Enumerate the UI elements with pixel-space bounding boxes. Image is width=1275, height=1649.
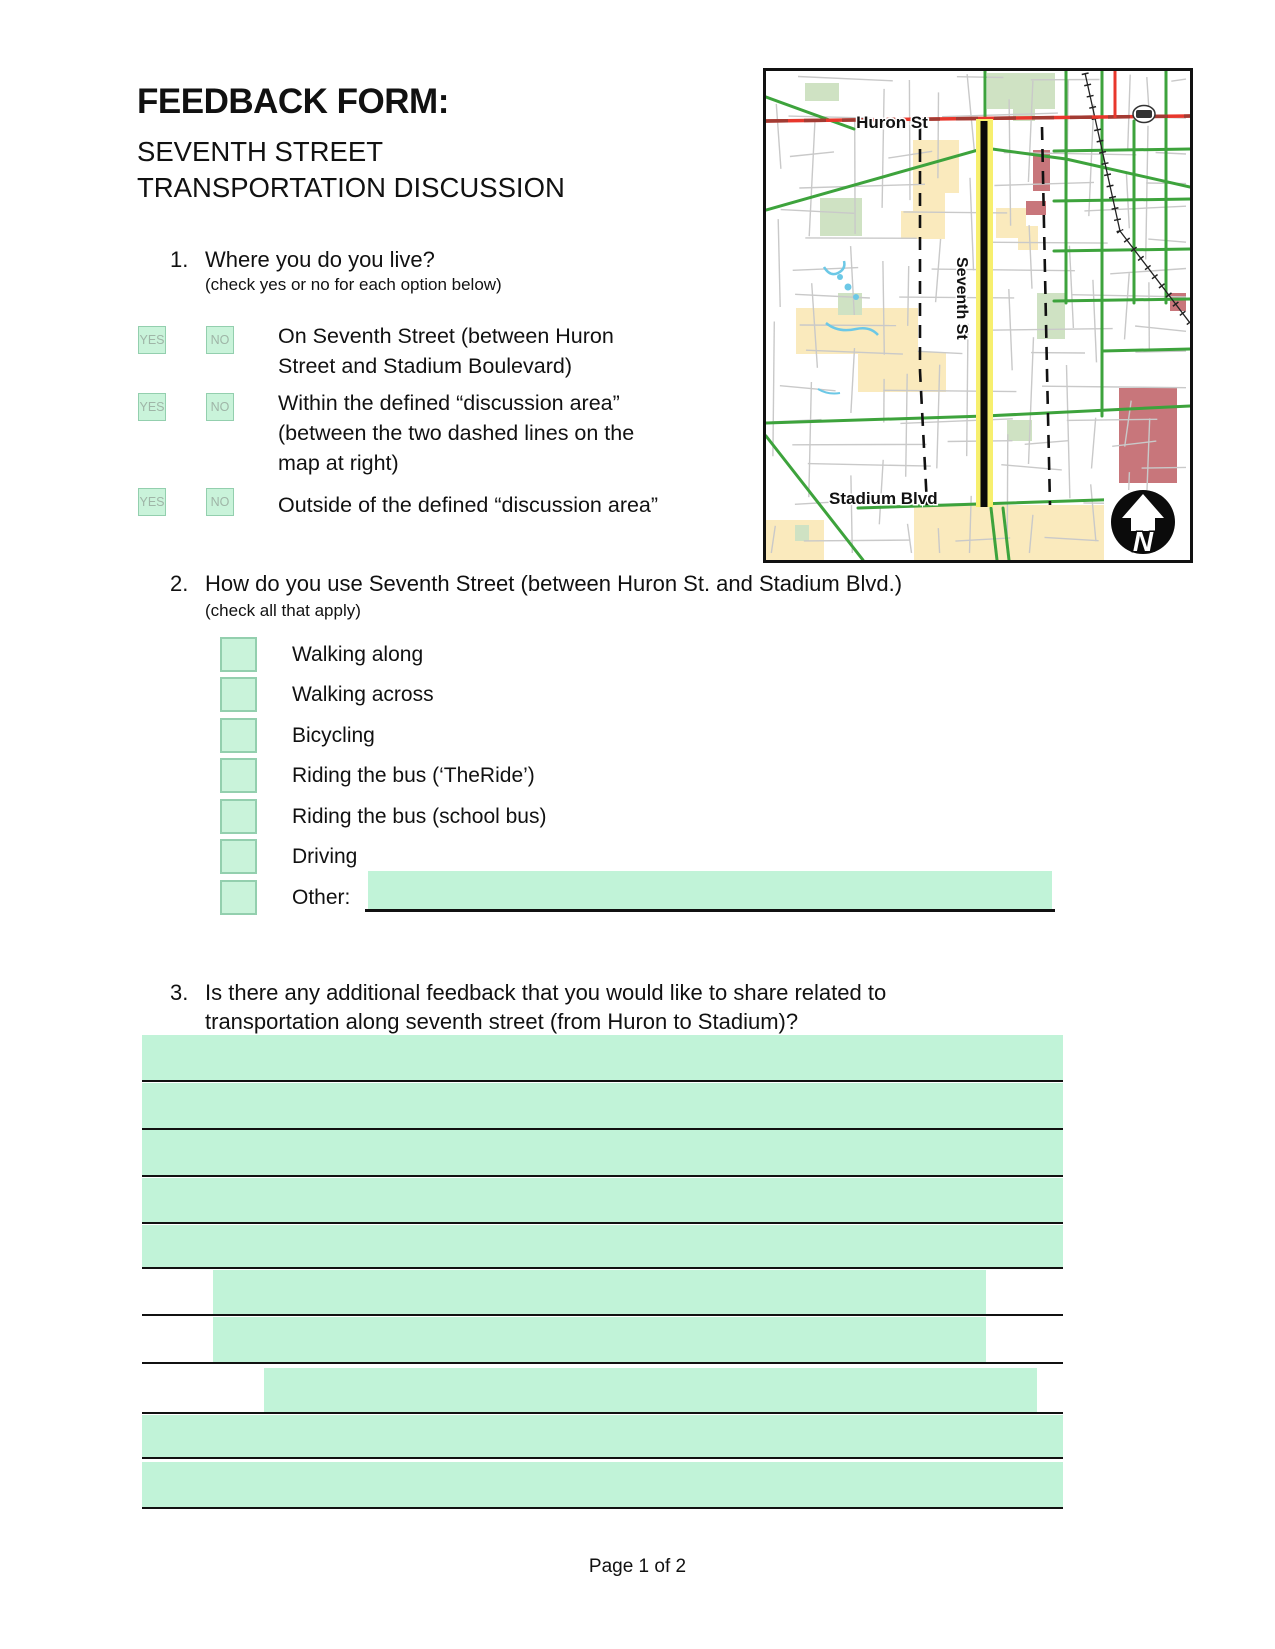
map-label-stadium: Stadium Blvd	[829, 489, 938, 508]
q2-driving-label: Driving	[292, 844, 358, 868]
response-line-highlight[interactable]	[264, 1368, 1037, 1412]
q2-row-bicycling	[220, 718, 375, 753]
map-label-huron: Huron St	[856, 113, 928, 132]
q2-bicycling-label: Bicycling	[292, 723, 375, 747]
q2-walking-across-label: Walking across	[292, 682, 434, 706]
q2-row-driving	[220, 839, 357, 874]
highway-shield-icon	[1133, 106, 1155, 123]
q2-riding-school-bus-checkbox[interactable]	[220, 799, 257, 834]
q2-row-other	[220, 880, 350, 915]
q1-option2-label: Within the defined “discussion area” (between the two dashed lines on the map at right)	[278, 391, 635, 475]
q2-walking-along-checkbox[interactable]	[220, 637, 257, 672]
q1-option2-no-checkbox[interactable]: NO	[206, 393, 234, 421]
response-line-rule	[142, 1457, 1063, 1459]
q1-option2-yes-checkbox[interactable]: YES	[138, 393, 166, 421]
response-line-rule	[142, 1267, 1063, 1269]
north-arrow-letter: N	[1132, 526, 1154, 557]
q1-option1-label: On Seventh Street (between Huron Street and Stadium Boulevard)	[278, 324, 614, 378]
question-1	[170, 247, 435, 273]
q2-other-checkbox[interactable]	[220, 880, 257, 915]
question-2	[170, 571, 902, 597]
response-line-rule	[142, 1507, 1063, 1509]
response-line-highlight[interactable]	[142, 1130, 1063, 1175]
q2-riding-theride-checkbox[interactable]	[220, 758, 257, 793]
question-3-number: 3.	[170, 980, 189, 1005]
subtitle-line-2: TRANSPORTATION DISCUSSION	[137, 172, 565, 203]
q1-option3-label: Outside of the defined “discussion area”	[278, 493, 659, 517]
q2-bicycling-checkbox[interactable]	[220, 718, 257, 753]
map-label-seventh: Seventh St	[953, 257, 970, 340]
question-2-text: How do you use Seventh Street (between Huron St. and Stadium Blvd.)	[205, 571, 903, 596]
question-1-note: (check yes or no for each option below)	[205, 275, 502, 294]
q1-option3-no-checkbox[interactable]: NO	[206, 488, 234, 516]
q2-row-walking-across	[220, 677, 434, 712]
response-line-rule	[142, 1175, 1063, 1177]
q2-other-underline	[365, 909, 1055, 912]
question-3	[170, 978, 985, 1036]
q2-other-label: Other:	[292, 885, 351, 909]
response-line-highlight[interactable]	[213, 1270, 986, 1314]
question-2-note: (check all that apply)	[205, 601, 361, 620]
q2-riding-theride-label: Riding the bus (‘TheRide’)	[292, 763, 535, 787]
page-number: Page 1 of 2	[588, 1556, 687, 1577]
response-line-rule	[142, 1080, 1063, 1082]
subtitle-line-1: SEVENTH STREET	[137, 136, 384, 167]
response-line-rule	[142, 1412, 1063, 1414]
question-1-text: Where you do you live?	[205, 247, 435, 272]
response-line-highlight[interactable]	[142, 1083, 1063, 1128]
response-line-highlight[interactable]	[213, 1317, 986, 1362]
question-1-number: 1.	[170, 247, 189, 272]
page-title: FEEDBACK FORM:	[137, 82, 449, 121]
q2-row-walking-along	[220, 637, 423, 672]
q1-option3-yes-checkbox[interactable]: YES	[138, 488, 166, 516]
response-line-rule	[142, 1314, 1063, 1316]
response-line-highlight[interactable]	[142, 1178, 1063, 1222]
q2-walking-along-label: Walking along	[292, 642, 424, 666]
response-line-highlight[interactable]	[142, 1035, 1063, 1080]
q2-riding-school-bus-label: Riding the bus (school bus)	[292, 804, 547, 828]
map-graphic	[766, 71, 1190, 560]
question-2-number: 2.	[170, 571, 189, 596]
q2-walking-across-checkbox[interactable]	[220, 677, 257, 712]
response-line-highlight[interactable]	[142, 1462, 1063, 1507]
question-3-text: Is there any additional feedback that you would like to share related to transportation along seventh street (from Huron to Stadium)?	[205, 980, 887, 1034]
q2-driving-checkbox[interactable]	[220, 839, 257, 874]
north-arrow-icon	[1104, 490, 1190, 560]
q2-row-riding-theride	[220, 758, 535, 793]
response-line-highlight[interactable]	[142, 1415, 1063, 1457]
seventh-street-highlight	[976, 119, 993, 507]
q2-row-riding-school-bus	[220, 799, 546, 834]
q1-option1-no-checkbox[interactable]: NO	[206, 326, 234, 354]
q2-other-input-highlight[interactable]	[368, 871, 1052, 912]
response-line-rule	[142, 1222, 1063, 1224]
response-line-rule	[142, 1362, 1063, 1364]
q1-option1-yes-checkbox[interactable]: YES	[138, 326, 166, 354]
page-subtitle	[137, 134, 565, 206]
response-line-highlight[interactable]	[142, 1225, 1063, 1267]
discussion-area-map	[763, 68, 1193, 563]
